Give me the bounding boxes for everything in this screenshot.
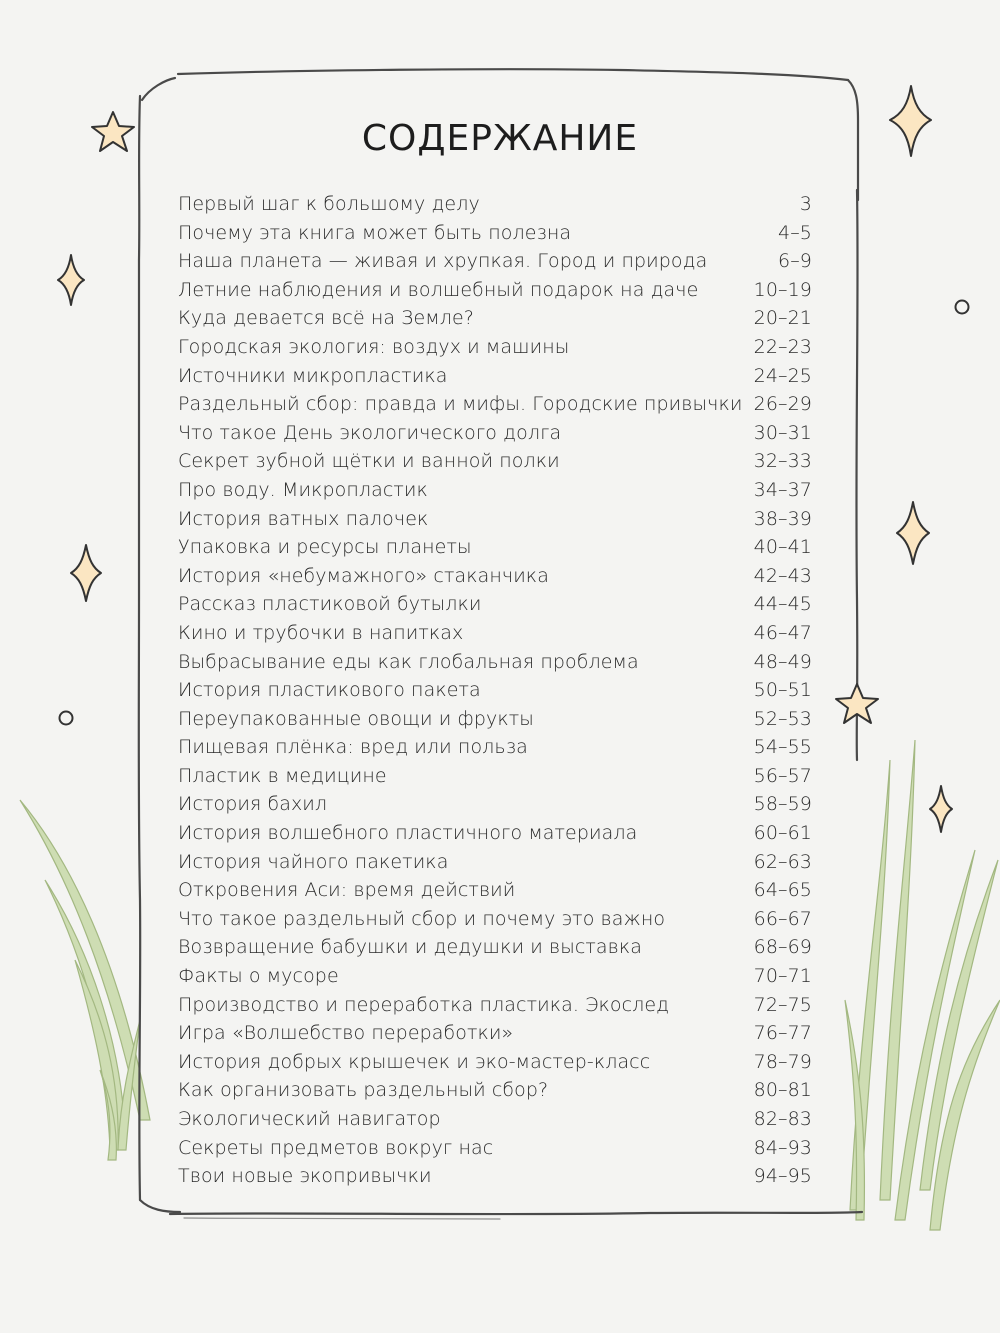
toc-entry[interactable]	[178, 250, 812, 279]
toc-entry[interactable]	[178, 1022, 812, 1051]
toc-entry[interactable]	[178, 851, 812, 880]
toc-entry[interactable]	[178, 593, 812, 622]
toc-entry-page: 48–49	[753, 650, 812, 673]
toc-entry[interactable]	[178, 193, 812, 222]
toc-entry-page: 64–65	[753, 879, 812, 902]
toc-entry-page: 34–37	[753, 478, 812, 501]
toc-entry-title: Источники микропластика	[178, 364, 448, 387]
table-of-contents	[178, 193, 812, 1194]
toc-entry-page: 26–29	[753, 393, 812, 416]
grass-right-illustration	[845, 740, 1000, 1230]
toc-entry-page: 50–51	[753, 679, 812, 702]
toc-entry[interactable]	[178, 1079, 812, 1108]
toc-entry-title: Возвращение бабушки и дедушки и выставка	[178, 936, 643, 959]
toc-entry-title: История ватных палочек	[178, 507, 429, 530]
toc-entry[interactable]	[178, 336, 812, 365]
toc-entry[interactable]	[178, 994, 812, 1023]
toc-entry-title: Про воду. Микропластик	[178, 478, 428, 501]
toc-entry[interactable]	[178, 765, 812, 794]
toc-entry-title: Переупакованные овощи и фрукты	[178, 707, 534, 730]
toc-entry-title: Кино и трубочки в напитках	[178, 621, 464, 644]
toc-entry-title: Наша планета — живая и хрупкая. Город и природа	[178, 250, 708, 273]
toc-entry-title: Твои новые экопривычки	[178, 1165, 432, 1188]
toc-entry[interactable]	[178, 479, 812, 508]
toc-entry-page: 10–19	[753, 278, 812, 301]
toc-entry-title: Первый шаг к большому делу	[178, 193, 480, 215]
toc-entry-title: Упаковка и ресурсы планеты	[178, 536, 472, 559]
toc-entry-title: Секрет зубной щётки и ванной полки	[178, 450, 560, 473]
toc-entry[interactable]	[178, 1137, 812, 1166]
toc-entry[interactable]	[178, 1108, 812, 1137]
toc-entry-title: Городская экология: воздух и машины	[178, 335, 570, 358]
circle-doodle-icon	[60, 712, 73, 725]
toc-entry-page: 62–63	[753, 850, 812, 873]
toc-entry[interactable]	[178, 965, 812, 994]
circle-doodle-icon	[956, 301, 969, 314]
toc-entry-page: 44–45	[753, 593, 812, 616]
toc-entry[interactable]	[178, 1165, 812, 1194]
toc-entry-title: Пищевая плёнка: вред или польза	[178, 736, 528, 759]
toc-entry-title: Экологический навигатор	[178, 1108, 441, 1130]
toc-entry[interactable]	[178, 279, 812, 308]
toc-entry-page: 76–77	[753, 1022, 812, 1045]
toc-entry-title: Факты о мусоре	[178, 965, 339, 988]
toc-entry[interactable]	[178, 908, 812, 937]
toc-entry[interactable]	[178, 822, 812, 851]
toc-entry-title: Что такое День экологического долга	[178, 421, 562, 444]
toc-entry[interactable]	[178, 422, 812, 451]
toc-entry[interactable]	[178, 307, 812, 336]
toc-entry-title: Что такое раздельный сбор и почему это важно	[178, 907, 666, 930]
toc-entry[interactable]	[178, 651, 812, 680]
toc-entry-page: 78–79	[753, 1050, 812, 1073]
toc-entry-title: История бахил	[178, 793, 328, 816]
toc-entry-page: 94–95	[753, 1165, 812, 1188]
toc-entry-title: История чайного пакетика	[178, 850, 449, 873]
toc-entry-title: Куда девается всё на Земле?	[178, 307, 474, 330]
toc-entry-page: 4–5	[778, 221, 812, 244]
toc-entry-page: 80–81	[753, 1079, 812, 1102]
toc-entry-page: 66–67	[753, 907, 812, 930]
toc-entry[interactable]	[178, 536, 812, 565]
toc-entry-page: 46–47	[753, 621, 812, 644]
sparkle-icon	[58, 255, 84, 305]
toc-entry[interactable]	[178, 936, 812, 965]
toc-entry-page: 70–71	[753, 965, 812, 988]
toc-entry[interactable]	[178, 222, 812, 251]
grass-left-illustration	[20, 800, 150, 1160]
toc-entry[interactable]	[178, 679, 812, 708]
toc-entry-page: 84–93	[753, 1136, 812, 1159]
toc-entry-title: История «небумажного» стаканчика	[178, 564, 549, 587]
toc-entry-page: 54–55	[753, 736, 812, 759]
toc-entry-page: 56–57	[753, 764, 812, 787]
toc-entry-page: 32–33	[753, 450, 812, 473]
star-icon	[836, 684, 878, 723]
toc-entry-page: 68–69	[753, 936, 812, 959]
toc-entry[interactable]	[178, 450, 812, 479]
toc-entry[interactable]	[178, 508, 812, 537]
toc-entry-page: 6–9	[778, 250, 812, 273]
toc-entry[interactable]	[178, 708, 812, 737]
sparkle-icon	[930, 786, 952, 832]
toc-entry-title: История добрых крышечек и эко-мастер-класс	[178, 1050, 651, 1073]
toc-entry-title: История волшебного пластичного материала	[178, 822, 638, 845]
toc-entry[interactable]	[178, 365, 812, 394]
toc-entry[interactable]	[178, 879, 812, 908]
toc-entry-page: 20–21	[753, 307, 812, 330]
toc-entry-title: Раздельный сбор: правда и мифы. Городские привычки	[178, 393, 743, 416]
toc-entry-page: 72–75	[753, 993, 812, 1016]
toc-entry[interactable]	[178, 1051, 812, 1080]
toc-entry-title: История пластикового пакета	[178, 679, 481, 702]
toc-entry-title: Производство и переработка пластика. Экослед	[178, 993, 670, 1016]
toc-entry-title: Выбрасывание еды как глобальная проблема	[178, 650, 639, 673]
toc-entry[interactable]	[178, 622, 812, 651]
sparkle-icon	[71, 545, 101, 601]
toc-entry[interactable]	[178, 565, 812, 594]
page-title: СОДЕРЖАНИЕ	[361, 118, 639, 159]
toc-entry-title: Игра «Волшебство переработки»	[178, 1022, 514, 1045]
toc-entry-page: 60–61	[753, 822, 812, 845]
toc-entry-page: 42–43	[753, 564, 812, 587]
toc-entry-page: 22–23	[753, 335, 812, 358]
toc-entry[interactable]	[178, 736, 812, 765]
sparkle-icon	[897, 502, 929, 564]
toc-entry-page: 82–83	[753, 1108, 812, 1130]
toc-entry-page: 38–39	[753, 507, 812, 530]
toc-entry-page: 3	[799, 193, 812, 215]
toc-entry-title: Пластик в медицине	[178, 764, 387, 787]
toc-entry-page: 58–59	[753, 793, 812, 816]
toc-entry-title: Летние наблюдения и волшебный подарок на даче	[178, 278, 699, 301]
toc-entry[interactable]	[178, 393, 812, 422]
toc-entry-page: 52–53	[753, 707, 812, 730]
toc-entry-title: Как организовать раздельный сбор?	[178, 1079, 549, 1102]
toc-entry-page: 24–25	[753, 364, 812, 387]
toc-entry-page: 40–41	[753, 536, 812, 559]
toc-entry-title: Секреты предметов вокруг нас	[178, 1136, 494, 1159]
toc-entry-title: Рассказ пластиковой бутылки	[178, 593, 482, 616]
toc-entry-title: Почему эта книга может быть полезна	[178, 221, 572, 244]
toc-entry[interactable]	[178, 793, 812, 822]
toc-entry-page: 30–31	[753, 421, 812, 444]
toc-entry-title: Откровения Аси: время действий	[178, 879, 516, 902]
